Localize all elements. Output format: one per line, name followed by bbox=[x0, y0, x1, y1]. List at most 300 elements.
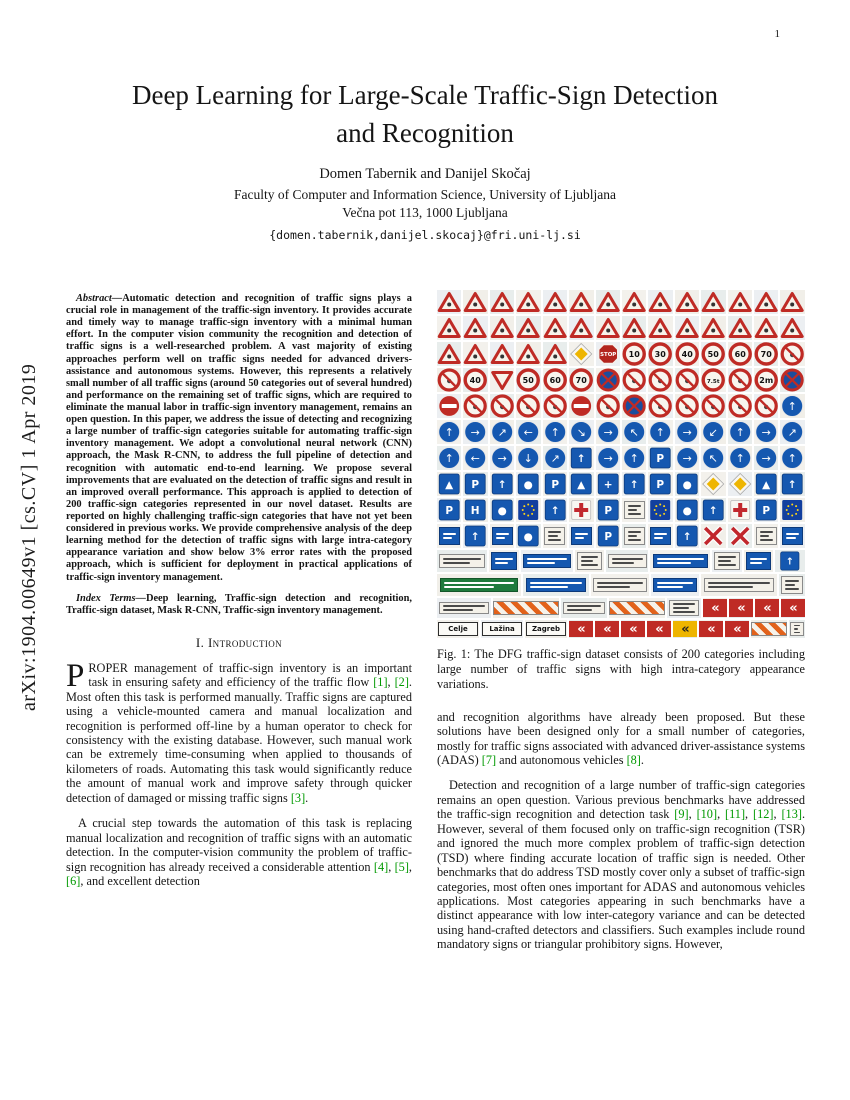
traffic-sign-chev: « bbox=[595, 620, 619, 638]
traffic-sign-tri bbox=[675, 316, 699, 340]
traffic-sign-diam bbox=[569, 342, 593, 366]
svg-text:↑: ↑ bbox=[444, 426, 454, 439]
traffic-sign-pro bbox=[701, 394, 725, 418]
traffic-sign-gw bbox=[591, 574, 649, 596]
traffic-sign-speed bbox=[754, 342, 778, 366]
traffic-sign-speed bbox=[543, 368, 567, 392]
traffic-sign-bsq bbox=[463, 524, 487, 548]
svg-text:→: → bbox=[761, 452, 771, 465]
traffic-sign-rect-b bbox=[569, 524, 593, 548]
sign-row bbox=[437, 446, 805, 470]
traffic-sign-bsq bbox=[543, 472, 567, 496]
traffic-sign-chev: « bbox=[755, 598, 779, 618]
traffic-sign-bsq bbox=[569, 446, 593, 470]
svg-text:↑: ↑ bbox=[471, 531, 481, 543]
traffic-sign-rect-b bbox=[744, 550, 774, 572]
citation-link[interactable]: [8] bbox=[626, 753, 641, 768]
traffic-sign-chev: « bbox=[725, 620, 749, 638]
abstract-text: Automatic detection and recognition of traffic signs plays a crucial role in management of the traffic-sign inventory. It provides accurate and timely way to manage traffic-sign inventory with a minimal human effort. In the computer vision community the recognition and detection of traffic signs is a well-researched problem. A vast majority of existing approaches perform well on traffic signs needed for advanced drivers-assistance and autonomous systems. However, this represents a relatively small number of all traffic signs (around 50 categories out of several hundred) and performance on the remaining set of traffic signs, which are required to eliminate the manual labor in traffic-sign inventory management, remains an open question. In this paper, we address the issue of detecting and recognizing a large number of traffic-sign categories suitable for automating traffic-sign inventory management. We adopt a convolutional neural network (CNN) approach, the Mask R-CNN, to address the full pipeline of detection and recognition with automatic end-to-end learning. We propose several improvements that are evaluated on the detection of traffic signs and result in an improved overall performance. This approach is applied to detection of 200 traffic-sign categories represented in our novel dataset. Results are reported on highly challenging traffic-sign categories that have not yet been considered in previous works. We provide comprehensive analysis of the deep learning method for the detection of traffic signs with large intra-category appearance variation and show below 3% error rates with the proposed approach, which is sufficient for deployment in practical applications of traffic-sign inventory management. bbox=[66, 293, 412, 583]
svg-text:40: 40 bbox=[470, 376, 482, 385]
traffic-sign-bsq bbox=[437, 498, 461, 522]
traffic-sign-tri bbox=[463, 290, 487, 314]
traffic-sign-rect-w bbox=[789, 620, 805, 638]
traffic-sign-tri bbox=[728, 316, 752, 340]
abstract bbox=[66, 293, 412, 584]
svg-text:↑: ↑ bbox=[444, 452, 454, 465]
traffic-sign-speed bbox=[463, 368, 487, 392]
traffic-sign-pro bbox=[543, 394, 567, 418]
citation-link[interactable]: [4] bbox=[373, 859, 389, 874]
traffic-sign-tri bbox=[516, 342, 540, 366]
traffic-sign-bsq bbox=[490, 498, 514, 522]
traffic-sign-tri bbox=[490, 290, 514, 314]
traffic-sign-tri bbox=[516, 316, 540, 340]
index-terms bbox=[66, 593, 412, 617]
sign-row bbox=[437, 394, 805, 418]
traffic-sign-blue bbox=[780, 420, 804, 444]
traffic-sign-speed bbox=[701, 342, 725, 366]
traffic-sign-bsq bbox=[754, 498, 778, 522]
traffic-sign-chev: « bbox=[569, 620, 593, 638]
sign-row bbox=[437, 574, 805, 596]
traffic-sign-blue bbox=[648, 420, 672, 444]
index-terms-text: Deep learning, Traffic-sign detection and recognition, Traffic-sign dataset, Mask R-CNN, Traffic-sign inventory management. bbox=[66, 592, 412, 616]
traffic-sign-pro bbox=[675, 394, 699, 418]
svg-text:↗: ↗ bbox=[550, 452, 560, 465]
svg-text:60: 60 bbox=[734, 350, 746, 359]
traffic-sign-eu bbox=[780, 498, 804, 522]
traffic-sign-tri bbox=[463, 316, 487, 340]
svg-text:▲: ▲ bbox=[445, 479, 454, 491]
traffic-sign-tri bbox=[569, 316, 593, 340]
traffic-sign-town: Zagreb bbox=[525, 620, 567, 638]
traffic-sign-chev: « bbox=[699, 620, 723, 638]
traffic-sign-bsq bbox=[569, 472, 593, 496]
svg-text:↑: ↑ bbox=[550, 505, 560, 517]
svg-text:→: → bbox=[471, 426, 481, 439]
traffic-sign-bsq bbox=[516, 524, 540, 548]
traffic-sign-tri bbox=[569, 290, 593, 314]
traffic-sign-town: Lažina bbox=[481, 620, 523, 638]
svg-text:↘: ↘ bbox=[576, 426, 586, 439]
traffic-sign-gg bbox=[437, 574, 521, 596]
arxiv-watermark: arXiv:1904.00649v1 [cs.CV] 1 Apr 2019 bbox=[18, 363, 40, 711]
traffic-sign-bsq bbox=[596, 498, 620, 522]
traffic-sign-blue bbox=[543, 446, 567, 470]
section-heading-introduction: I. Introduction bbox=[195, 634, 283, 650]
traffic-sign-blue bbox=[701, 446, 725, 470]
traffic-sign-rect-b bbox=[437, 524, 461, 548]
svg-text:↑: ↑ bbox=[786, 556, 795, 568]
traffic-sign-tri bbox=[754, 316, 778, 340]
sign-row bbox=[437, 342, 805, 366]
traffic-sign-blue bbox=[569, 420, 593, 444]
figure-1 bbox=[437, 290, 805, 693]
svg-text:50: 50 bbox=[522, 376, 535, 385]
sign-row bbox=[437, 316, 805, 340]
svg-text:STOP: STOP bbox=[599, 351, 616, 358]
paper-title: Deep Learning for Large-Scale Traffic-Sign Detection and Recognition bbox=[131, 80, 719, 149]
citation-link[interactable]: [1] bbox=[373, 675, 388, 690]
email-link[interactable]: {domen.tabernik,danijel.skocaj}@fri.uni-lj.si bbox=[269, 227, 581, 242]
address: Večna pot 113, 1000 Ljubljana bbox=[342, 204, 508, 220]
svg-text:↑: ↑ bbox=[550, 426, 560, 439]
traffic-sign-blue bbox=[516, 446, 540, 470]
svg-text:70: 70 bbox=[575, 376, 587, 385]
traffic-sign-blue bbox=[780, 394, 804, 418]
svg-text:↑: ↑ bbox=[655, 426, 666, 439]
traffic-sign-pro bbox=[780, 342, 804, 366]
traffic-sign-pro bbox=[516, 394, 540, 418]
traffic-sign-tri bbox=[728, 290, 752, 314]
traffic-sign-tri-d bbox=[490, 368, 514, 392]
traffic-sign-tri bbox=[622, 316, 646, 340]
traffic-sign-blue bbox=[490, 420, 514, 444]
traffic-sign-gb bbox=[651, 574, 699, 596]
traffic-sign-pro bbox=[437, 368, 461, 392]
traffic-sign-bsq bbox=[596, 472, 620, 496]
svg-text:50: 50 bbox=[707, 350, 719, 359]
traffic-sign-gw bbox=[561, 598, 607, 618]
svg-text:70: 70 bbox=[760, 350, 772, 359]
traffic-sign-tri bbox=[622, 290, 646, 314]
svg-text:+: + bbox=[603, 479, 613, 491]
svg-text:7.5t: 7.5t bbox=[707, 379, 720, 385]
svg-text:↑: ↑ bbox=[735, 426, 745, 439]
svg-text:→: → bbox=[603, 426, 613, 439]
traffic-sign-gb bbox=[523, 574, 589, 596]
traffic-sign-nostop bbox=[780, 368, 804, 392]
traffic-sign-eu bbox=[648, 498, 672, 522]
citation-link[interactable]: [10] bbox=[696, 807, 718, 822]
traffic-sign-tri bbox=[543, 316, 567, 340]
figure-1-caption-text: The DFG traffic-sign dataset consists of 200 categories including large number of traffic signs with high intra-category appearance variations. bbox=[437, 647, 805, 692]
traffic-sign-diam bbox=[701, 472, 725, 496]
traffic-sign-tri bbox=[437, 316, 461, 340]
traffic-sign-gw bbox=[606, 550, 648, 572]
traffic-sign-bsq bbox=[648, 446, 672, 470]
svg-text:↗: ↗ bbox=[497, 426, 507, 439]
svg-text:←: ← bbox=[471, 452, 481, 465]
traffic-sign-chev-y: « bbox=[673, 620, 697, 638]
traffic-sign-blue bbox=[622, 446, 646, 470]
traffic-sign-nostop bbox=[596, 368, 620, 392]
traffic-sign-tri bbox=[463, 342, 487, 366]
svg-text:↙: ↙ bbox=[708, 426, 719, 439]
traffic-sign-rect-b bbox=[489, 550, 519, 572]
traffic-sign-tri bbox=[780, 316, 804, 340]
traffic-sign-bsq bbox=[437, 472, 461, 496]
traffic-sign-tri bbox=[490, 316, 514, 340]
sign-row bbox=[437, 498, 805, 522]
svg-text:↓: ↓ bbox=[523, 452, 534, 465]
traffic-sign-blue bbox=[516, 420, 540, 444]
traffic-sign-tri bbox=[543, 290, 567, 314]
traffic-sign-pro bbox=[622, 368, 646, 392]
traffic-sign-blue bbox=[728, 420, 752, 444]
traffic-sign-blue bbox=[596, 420, 620, 444]
sign-row bbox=[437, 524, 805, 548]
right-paragraph-1: and recognition algorithms have already been proposed. But these solutions have been designed only for a small number of categories, mostly for traffic signs associated with advanced driver-assistance systems (ADAS) [7] and autonomous vehicles [8]. bbox=[437, 709, 805, 768]
traffic-sign-rect-w bbox=[667, 598, 701, 618]
traffic-sign-gw bbox=[701, 574, 777, 596]
traffic-sign-aid bbox=[728, 498, 752, 522]
traffic-sign-rect-w bbox=[712, 550, 742, 572]
traffic-sign-rect-b bbox=[490, 524, 514, 548]
traffic-sign-chev: « bbox=[621, 620, 645, 638]
traffic-sign-bsq bbox=[490, 472, 514, 496]
right-column-text bbox=[437, 710, 805, 952]
svg-text:→: → bbox=[682, 426, 692, 439]
traffic-sign-bar bbox=[609, 598, 665, 618]
svg-text:↑: ↑ bbox=[788, 400, 798, 413]
traffic-sign-bsq bbox=[701, 498, 725, 522]
traffic-sign-chev: « bbox=[703, 598, 727, 618]
traffic-sign-pro bbox=[728, 394, 752, 418]
svg-text:P: P bbox=[603, 531, 612, 543]
svg-text:●: ● bbox=[523, 531, 534, 543]
traffic-sign-tri bbox=[648, 316, 672, 340]
svg-text:↑: ↑ bbox=[735, 452, 745, 465]
svg-text:10: 10 bbox=[628, 350, 640, 359]
traffic-sign-rect-b bbox=[648, 524, 672, 548]
traffic-sign-blue bbox=[701, 420, 725, 444]
traffic-sign-gw bbox=[437, 550, 487, 572]
citation-link[interactable]: [6] bbox=[66, 873, 81, 888]
traffic-sign-pro bbox=[490, 394, 514, 418]
sign-row bbox=[437, 472, 805, 496]
svg-text:P: P bbox=[603, 505, 612, 517]
traffic-sign-bsq bbox=[754, 472, 778, 496]
svg-text:↑: ↑ bbox=[788, 452, 798, 465]
traffic-sign-blue bbox=[780, 446, 804, 470]
traffic-sign-cross bbox=[701, 524, 725, 548]
traffic-sign-blue bbox=[754, 446, 778, 470]
svg-text:P: P bbox=[551, 479, 559, 491]
traffic-sign-speed bbox=[569, 368, 593, 392]
traffic-sign-noentry bbox=[569, 394, 593, 418]
citation-link[interactable]: [7] bbox=[481, 753, 497, 768]
svg-text:↑: ↑ bbox=[682, 531, 692, 543]
traffic-sign-eu bbox=[516, 498, 540, 522]
svg-text:P: P bbox=[471, 479, 480, 491]
traffic-sign-speed bbox=[728, 342, 752, 366]
index-terms-lead: Index Terms— bbox=[76, 592, 146, 604]
svg-text:●: ● bbox=[497, 505, 507, 517]
svg-text:↑: ↑ bbox=[709, 505, 718, 517]
traffic-sign-tri bbox=[754, 290, 778, 314]
traffic-sign-rect-w bbox=[543, 524, 567, 548]
traffic-sign-tri bbox=[596, 316, 620, 340]
traffic-sign-gb bbox=[650, 550, 710, 572]
traffic-sign-cross bbox=[728, 524, 752, 548]
traffic-sign-tri bbox=[701, 290, 725, 314]
svg-text:↑: ↑ bbox=[497, 479, 507, 491]
svg-text:→: → bbox=[761, 426, 771, 439]
traffic-sign-bar bbox=[493, 598, 559, 618]
traffic-sign-speed bbox=[701, 368, 725, 392]
svg-text:▲: ▲ bbox=[762, 479, 771, 491]
traffic-sign-bsq bbox=[648, 472, 672, 496]
traffic-sign-pro bbox=[463, 394, 487, 418]
traffic-sign-stop bbox=[596, 342, 620, 366]
traffic-sign-blue bbox=[622, 420, 646, 444]
svg-text:60: 60 bbox=[549, 376, 561, 385]
citation-link[interactable]: [11] bbox=[725, 807, 746, 822]
traffic-sign-nostop bbox=[622, 394, 646, 418]
traffic-sign-bsq bbox=[622, 472, 646, 496]
traffic-sign-tri bbox=[490, 342, 514, 366]
citation-link[interactable]: [3] bbox=[290, 790, 306, 805]
citation-link[interactable]: [2] bbox=[394, 675, 409, 690]
traffic-sign-bsq bbox=[516, 472, 540, 496]
traffic-sign-pro bbox=[675, 368, 699, 392]
svg-text:P: P bbox=[445, 505, 454, 517]
citation-link[interactable]: [9] bbox=[674, 807, 689, 822]
traffic-sign-tri bbox=[596, 290, 620, 314]
authors: Domen Tabernik and Danijel Skočaj bbox=[319, 165, 531, 182]
traffic-sign-blue bbox=[754, 420, 778, 444]
traffic-sign-bsq bbox=[463, 472, 487, 496]
paper-header bbox=[0, 76, 850, 242]
traffic-sign-gb bbox=[521, 550, 573, 572]
sign-row bbox=[437, 620, 805, 638]
traffic-sign-rect-w bbox=[575, 550, 605, 572]
right-column bbox=[437, 290, 805, 963]
traffic-sign-speed bbox=[754, 368, 778, 392]
svg-text:←: ← bbox=[523, 426, 534, 439]
svg-text:H: H bbox=[471, 505, 481, 517]
traffic-sign-tri bbox=[648, 290, 672, 314]
traffic-sign-rect-w bbox=[622, 524, 646, 548]
traffic-sign-blue bbox=[437, 446, 461, 470]
traffic-sign-bsq bbox=[675, 524, 699, 548]
traffic-sign-chev: « bbox=[729, 598, 753, 618]
traffic-sign-blue bbox=[543, 420, 567, 444]
svg-text:P: P bbox=[656, 479, 665, 491]
traffic-sign-blue bbox=[463, 420, 487, 444]
sign-row bbox=[437, 290, 805, 314]
traffic-sign-speed bbox=[648, 342, 672, 366]
traffic-sign-rect-w bbox=[754, 524, 778, 548]
left-column bbox=[66, 293, 412, 899]
intro-lead-word: ROPER bbox=[88, 660, 128, 675]
traffic-sign-pro bbox=[728, 368, 752, 392]
citation-link[interactable]: [13] bbox=[781, 807, 802, 822]
svg-text:●: ● bbox=[682, 479, 692, 491]
svg-text:↗: ↗ bbox=[788, 426, 798, 439]
traffic-sign-bsq bbox=[463, 498, 487, 522]
sign-row bbox=[437, 598, 805, 618]
traffic-sign-bsq bbox=[596, 524, 620, 548]
traffic-sign-pro bbox=[596, 394, 620, 418]
traffic-sign-aid bbox=[569, 498, 593, 522]
svg-text:●: ● bbox=[523, 479, 534, 491]
intro-paragraph-2: A crucial step towards the automation of this task is replacing manual localization and recognition of traffic signs with an automatic detection. In the computer-vision community the problem of traffic-sign recognition has already received a considerable attention [4], [5], [6], and excellent detection bbox=[66, 816, 412, 888]
traffic-sign-pro bbox=[754, 394, 778, 418]
traffic-sign-bsq bbox=[675, 498, 699, 522]
traffic-sign-bsq bbox=[675, 472, 699, 496]
traffic-sign-speed bbox=[675, 342, 699, 366]
traffic-sign-blue bbox=[437, 420, 461, 444]
citation-link[interactable]: [12] bbox=[753, 807, 774, 822]
svg-text:●: ● bbox=[682, 505, 692, 517]
traffic-sign-pro bbox=[648, 394, 672, 418]
traffic-sign-tri bbox=[516, 290, 540, 314]
svg-text:→: → bbox=[497, 452, 507, 465]
figure-1-collage bbox=[437, 290, 805, 638]
traffic-sign-chev: « bbox=[781, 598, 805, 618]
traffic-sign-tri bbox=[675, 290, 699, 314]
intro-paragraph-1-text: management of traffic-sign inventory is an important task in ensuring safety and efficiency of the traffic flow [1], [2]. Most often this task is performed manually. Traffic signs are captured using a vehicle-mounted camera and manual localization and recognition is performed off-line by a human operator to check for consistency with the existing database. However, such manual work can be extremely time-consuming when applied to thousands of kilometers of roads. Automating this task would significantly reduce the amount of manual work and improve safety through quicker detection of damaged or missing traffic signs [3]. bbox=[66, 660, 412, 805]
figure-1-caption bbox=[437, 647, 805, 693]
traffic-sign-blue bbox=[675, 420, 699, 444]
traffic-sign-diam bbox=[728, 472, 752, 496]
figure-1-label: Fig. 1: bbox=[437, 647, 471, 661]
traffic-sign-rect-w bbox=[622, 498, 646, 522]
svg-text:↑: ↑ bbox=[576, 453, 586, 465]
traffic-sign-tri bbox=[543, 342, 567, 366]
svg-text:2m: 2m bbox=[759, 376, 774, 385]
traffic-sign-bar bbox=[751, 620, 787, 638]
traffic-sign-tri bbox=[437, 290, 461, 314]
traffic-sign-blue bbox=[490, 446, 514, 470]
traffic-sign-speed bbox=[622, 342, 646, 366]
traffic-sign-pro bbox=[648, 368, 672, 392]
traffic-sign-bsq bbox=[775, 550, 805, 572]
abstract-lead: Abstract— bbox=[76, 293, 123, 304]
svg-text:↑: ↑ bbox=[788, 479, 798, 491]
traffic-sign-rect-b bbox=[780, 524, 804, 548]
sign-row bbox=[437, 420, 805, 444]
svg-text:▲: ▲ bbox=[577, 479, 586, 491]
right-paragraph-2: Detection and recognition of a large number of traffic-sign categories remains an open question. Various previous benchmarks have addressed the traffic-sign recognition and detection task [9], [10], [11], [12], [13]. However, several of them focused only on traffic-sign recognition (TSR) and ignored the much more complex problem of traffic-sign detection (TSD) where finding accurate location of traffic sign is needed. Other benchmarks that do address TSD mostly cover only a subset of traffic-sign categories, most often ones important for ADAS and autonomous vehicles applications. Most categories appearing in such benchmarks have a distinct appearance with low inter-category variance and can be detected using hand-crafted detectors and classifiers. Such examples include round mandatory signs or triangular prohibitory signs. However, bbox=[437, 778, 806, 952]
traffic-sign-bsq bbox=[780, 472, 804, 496]
sign-row bbox=[437, 368, 805, 392]
svg-text:→: → bbox=[603, 452, 613, 465]
traffic-sign-blue bbox=[728, 446, 752, 470]
svg-text:↖: ↖ bbox=[629, 426, 639, 439]
svg-text:P: P bbox=[762, 505, 771, 517]
svg-text:↖: ↖ bbox=[708, 452, 719, 465]
drop-cap: P bbox=[66, 657, 85, 694]
svg-text:30: 30 bbox=[655, 350, 667, 359]
traffic-sign-blue bbox=[596, 446, 620, 470]
traffic-sign-rect-w bbox=[779, 574, 805, 596]
page-number: 1 bbox=[774, 28, 780, 40]
affiliation: Faculty of Computer and Information Science, University of Ljubljana bbox=[233, 186, 617, 202]
traffic-sign-tri bbox=[780, 290, 804, 314]
svg-text:→: → bbox=[682, 452, 692, 465]
svg-text:40: 40 bbox=[681, 350, 693, 359]
citation-link[interactable]: [5] bbox=[394, 859, 409, 874]
traffic-sign-blue bbox=[463, 446, 487, 470]
sign-row bbox=[437, 550, 805, 572]
svg-text:↑: ↑ bbox=[629, 479, 639, 491]
intro-paragraph-1 bbox=[66, 657, 412, 805]
traffic-sign-speed bbox=[516, 368, 540, 392]
svg-text:P: P bbox=[656, 453, 665, 465]
traffic-sign-noentry bbox=[437, 394, 461, 418]
traffic-sign-gw bbox=[437, 598, 491, 618]
traffic-sign-town: Celje bbox=[437, 620, 479, 638]
traffic-sign-tri bbox=[437, 342, 461, 366]
traffic-sign-blue bbox=[675, 446, 699, 470]
traffic-sign-tri bbox=[701, 316, 725, 340]
traffic-sign-bsq bbox=[543, 498, 567, 522]
traffic-sign-chev: « bbox=[647, 620, 671, 638]
svg-text:↑: ↑ bbox=[629, 452, 639, 465]
